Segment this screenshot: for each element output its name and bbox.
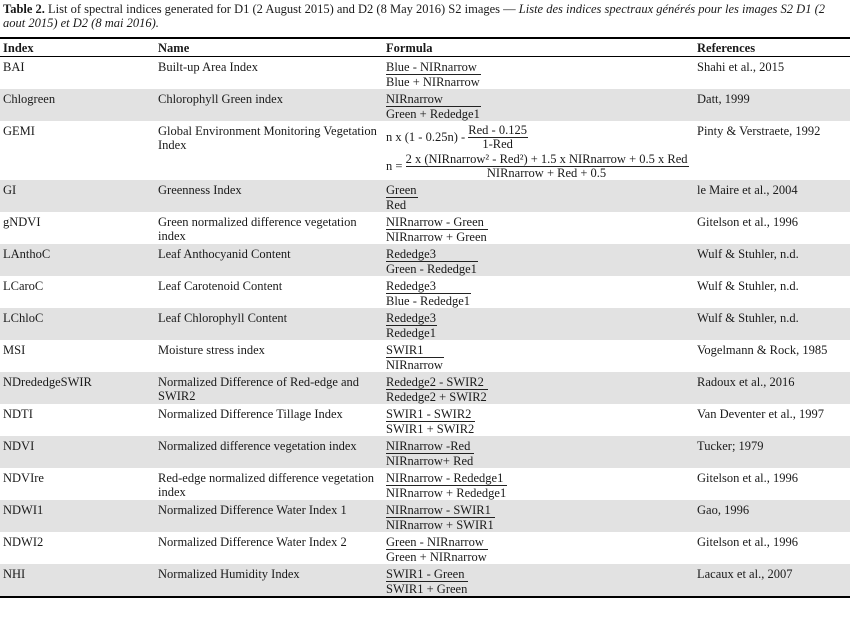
formula-fraction [386, 183, 418, 212]
formula-fraction [386, 503, 495, 532]
table-row [0, 404, 850, 436]
formula-denominator: SWIR1 + SWIR2 [386, 422, 475, 436]
formula-fraction [386, 215, 488, 244]
cell-formula [383, 468, 694, 500]
formula-numerator: NIRnarrow -Red [386, 439, 474, 454]
formula-denominator: Red [386, 198, 407, 212]
formula-fraction [386, 407, 475, 436]
formula-numerator: Rededge3 [386, 279, 471, 294]
formula-numerator: Green [386, 183, 417, 197]
cell-reference: Van Deventer et al., 1997 [697, 407, 825, 421]
table-row [0, 468, 850, 500]
cell-reference: Pinty & Verstraete, 1992 [697, 124, 821, 138]
formula-numerator: Rededge3 [386, 247, 478, 262]
formula-fraction [406, 153, 689, 180]
cell-index: gNDVI [3, 215, 41, 229]
table-row [0, 532, 850, 564]
formula-numerator: SWIR1 [386, 343, 444, 358]
table-caption [3, 2, 847, 30]
formula-fraction [386, 439, 474, 468]
gemi-prefix: n x (1 - 0.25n) - [386, 130, 466, 144]
table-row [0, 89, 850, 121]
formula-numerator: NIRnarrow - Green [386, 215, 488, 230]
table-row [0, 244, 850, 276]
table-row [0, 308, 850, 340]
formula-denominator: Rededge2 + SWIR2 [386, 390, 487, 404]
table-row [0, 212, 850, 244]
cell-formula [383, 180, 694, 212]
cell-reference: Tucker; 1979 [694, 436, 850, 468]
cell-reference: Gitelson et al., 1996 [697, 535, 799, 549]
cell-reference: Lacaux et al., 2007 [694, 564, 850, 597]
formula-denominator: NIRnarrow+ Red [386, 454, 474, 468]
cell-index: LChloC [0, 308, 155, 340]
formula-fraction [386, 279, 471, 308]
formula-denominator: 1-Red [482, 137, 513, 151]
cell-index: NDWI1 [0, 500, 155, 532]
caption-text: List of spectral indices generated for D1 (2 August 2015) and D2 (8 May 2016) S2 images — [44, 2, 519, 16]
cell-reference: Datt, 1999 [694, 89, 850, 121]
cell-index: GI [0, 180, 155, 212]
cell-name: Chlorophyll Green index [155, 89, 383, 121]
formula-denominator: SWIR1 + Green [386, 582, 468, 596]
formula-fraction [386, 471, 507, 500]
formula-denominator: Blue + NIRnarrow [386, 75, 480, 89]
cell-index: NDTI [3, 407, 33, 421]
formula-denominator: NIRnarrow + Red + 0.5 [486, 166, 607, 180]
header-index: Index [0, 38, 155, 57]
cell-index: NDWI2 [3, 535, 44, 549]
formula-denominator: NIRnarrow + Green [386, 230, 487, 244]
formula-numerator: 2 x (NIRnarrow² - Red²) + 1.5 x NIRnarrow + 0.5 x Red [405, 152, 688, 166]
header-formula: Formula [383, 38, 694, 57]
formula-fraction [386, 311, 437, 340]
formula-numerator: Red - 0.125 [468, 123, 527, 137]
gemi-n-equals: n = [386, 159, 403, 173]
formula-fraction [386, 567, 468, 596]
cell-reference: Wulf & Stuhler, n.d. [694, 308, 850, 340]
cell-index: GEMI [3, 124, 35, 138]
formula-numerator: NIRnarrow [386, 92, 481, 107]
cell-name: Built-up Area Index [158, 60, 258, 74]
table-row [0, 57, 850, 90]
cell-name: Red-edge normalized difference vegetation index [158, 471, 374, 499]
cell-index: Chlogreen [0, 89, 155, 121]
formula-numerator: Blue - NIRnarrow [386, 60, 481, 75]
cell-name: Normalized Difference Water Index 1 [155, 500, 383, 532]
cell-reference: Wulf & Stuhler, n.d. [694, 244, 850, 276]
cell-index: MSI [3, 343, 26, 357]
formula-fraction [386, 535, 488, 564]
table-row [0, 564, 850, 597]
cell-reference: Shahi et al., 2015 [697, 60, 785, 74]
table-row [0, 121, 850, 180]
formula-fraction [468, 124, 528, 151]
formula-numerator: Rededge2 - SWIR2 [386, 375, 488, 390]
cell-index: NDVI [0, 436, 155, 468]
formula-numerator: Green - NIRnarrow [386, 535, 488, 550]
formula-numerator: NIRnarrow - Rededge1 [386, 471, 507, 486]
cell-formula [383, 500, 694, 532]
cell-formula [383, 532, 694, 564]
formula-denominator: Blue - Rededge1 [386, 294, 471, 308]
spectral-indices-table [0, 37, 850, 598]
formula-fraction [386, 60, 481, 89]
cell-index: LAnthoC [0, 244, 155, 276]
formula-fraction [386, 92, 481, 121]
cell-reference: Radoux et al., 2016 [694, 372, 850, 404]
formula-denominator: NIRnarrow [386, 358, 443, 372]
cell-name: Global Environment Monitoring Vegetation Index [158, 124, 377, 152]
formula-numerator: Rededge3 [386, 311, 436, 325]
cell-name: Normalized Humidity Index [155, 564, 383, 597]
cell-index: NDVIre [3, 471, 44, 485]
table-header-row [0, 38, 850, 57]
cell-index: NDrededgeSWIR [0, 372, 155, 404]
formula-numerator: SWIR1 - Green [386, 567, 468, 582]
cell-name: Leaf Chlorophyll Content [155, 308, 383, 340]
cell-formula [383, 244, 694, 276]
table-row [0, 340, 850, 372]
table-row [0, 500, 850, 532]
formula-denominator: Green - Rededge1 [386, 262, 477, 276]
formula-denominator: Rededge1 [386, 326, 436, 340]
formula-fraction [386, 375, 488, 404]
cell-formula [383, 89, 694, 121]
cell-formula [383, 404, 694, 436]
cell-formula [383, 308, 694, 340]
gemi-formula [386, 124, 691, 180]
header-name: Name [155, 38, 383, 57]
cell-formula [383, 276, 694, 308]
cell-index: BAI [3, 60, 25, 74]
cell-formula [383, 436, 694, 468]
cell-name: Normalized Difference of Red-edge and SWIR2 [155, 372, 383, 404]
cell-index: LCaroC [3, 279, 44, 293]
formula-denominator: NIRnarrow + SWIR1 [386, 518, 494, 532]
cell-name: Leaf Anthocyanid Content [155, 244, 383, 276]
cell-name: Moisture stress index [158, 343, 265, 357]
header-references: References [694, 38, 850, 57]
formula-numerator: NIRnarrow - SWIR1 [386, 503, 495, 518]
cell-name: Greenness Index [155, 180, 383, 212]
table-row [0, 276, 850, 308]
cell-reference: Vogelmann & Rock, 1985 [697, 343, 828, 357]
cell-name: Green normalized difference vegetation index [158, 215, 357, 243]
table-row [0, 372, 850, 404]
cell-formula [383, 121, 694, 180]
formula-numerator: SWIR1 - SWIR2 [386, 407, 475, 422]
cell-reference: Gitelson et al., 1996 [697, 215, 799, 229]
cell-name: Normalized difference vegetation index [155, 436, 383, 468]
formula-denominator: Green + NIRnarrow [386, 550, 487, 564]
cell-formula [383, 212, 694, 244]
table-row [0, 180, 850, 212]
cell-formula [383, 564, 694, 597]
cell-name: Normalized Difference Tillage Index [158, 407, 343, 421]
cell-reference: Gao, 1996 [694, 500, 850, 532]
caption-french: Liste des indices spectraux générés pour les images S2 D1 (2 aout 2015) et D2 (8 mai 2016). [3, 2, 825, 30]
formula-denominator: Green + Rededge1 [386, 107, 480, 121]
formula-fraction [386, 247, 478, 276]
formula-denominator: NIRnarrow + Rededge1 [386, 486, 507, 500]
cell-reference: le Maire et al., 2004 [694, 180, 850, 212]
cell-name: Normalized Difference Water Index 2 [158, 535, 347, 549]
cell-index: NHI [0, 564, 155, 597]
cell-formula [383, 340, 694, 372]
cell-name: Leaf Carotenoid Content [158, 279, 283, 293]
cell-reference: Gitelson et al., 1996 [697, 471, 799, 485]
cell-reference: Wulf & Stuhler, n.d. [697, 279, 799, 293]
caption-label: Table 2. [3, 2, 45, 16]
table-row [0, 436, 850, 468]
cell-formula [383, 372, 694, 404]
formula-fraction [386, 343, 444, 372]
cell-formula [383, 57, 694, 90]
